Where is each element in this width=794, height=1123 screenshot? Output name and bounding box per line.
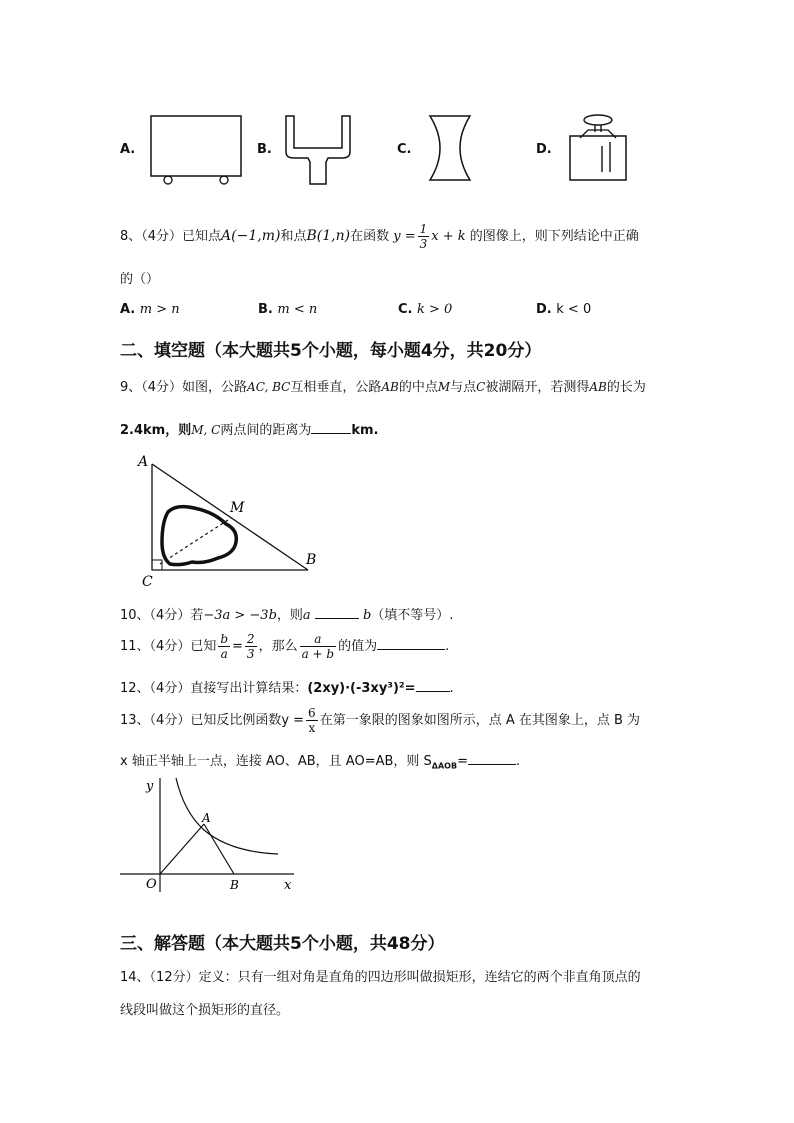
q8-text: 8、（4分）已知点A(−1,m)和点B(1,n)在函数 y = $\frac{1}{3}$ x + k 的图像上，则下列结论中正确	[120, 222, 639, 251]
q10-text: 10、（4分）若−3a > −3b，则a b（填不等号）.	[120, 608, 454, 623]
q9-figure	[128, 446, 328, 592]
q7-figure-a	[146, 112, 246, 188]
q13-label-y: y	[146, 779, 154, 794]
q9-line2: 2.4km，则M, C两点间的距离为 km.	[120, 423, 379, 438]
q8-line2: 的（）	[120, 272, 160, 287]
q13-figure	[118, 772, 308, 898]
q7-figure-c	[422, 112, 482, 184]
q14-line1: 14、（12分）定义：只有一组对角是直角的四边形叫做损矩形，连结它的两个非直角顶点的	[120, 970, 641, 985]
q9-text: 9、（4分）如图，公路AC, BC互相垂直，公路AB的中点M与点C被湖隔开，若测得AB的长为	[120, 380, 646, 395]
q7-option-c-label: C.	[397, 142, 412, 157]
section-2-heading: 二、填空题（本大题共5个小题，每小题4分，共20分）	[120, 341, 542, 361]
q13-text: 13、（4分）已知反比例函数y = $\frac{6}{x}$ 在第一象限的图象如图所示，点 A 在其图象上，点 B 为	[120, 706, 641, 735]
q7-option-d-label: D.	[536, 142, 552, 157]
q8-option-d: D. k < 0	[536, 302, 592, 317]
q8-option-a: A. m > n	[120, 302, 180, 317]
q8-option-b: B. m < n	[258, 302, 318, 317]
q8-option-c: C. k > 0	[398, 302, 453, 317]
q14-line2: 线段叫做这个损矩形的直径。	[120, 1003, 290, 1018]
q9-label-a: A	[138, 454, 149, 470]
q7-figure-d	[566, 110, 630, 184]
q7-figure-b	[280, 112, 356, 188]
q9-label-c: C	[142, 574, 153, 590]
q13-line2: x 轴正半轴上一点，连接 AO、AB，且 AO=AB，则 $S_{\Delta AOB}=$ .	[120, 754, 521, 771]
q9-label-b: B	[306, 552, 317, 568]
q12-text: 12、（4分）直接写出计算结果：(2xy)·(-3xy³)²= .	[120, 681, 454, 696]
q13-label-a: A	[202, 811, 211, 825]
q8-fraction: $\frac{1}{3}$	[419, 222, 428, 251]
q7-option-b-label: B.	[257, 142, 272, 157]
q11-text: 11、（4分）已知 $\frac{b}{a}$ = $\frac{2}{3}$ ，那么 $\frac{a}{a + b}$ 的值为 .	[120, 632, 450, 661]
q13-label-o: O	[146, 877, 157, 892]
q13-label-x: x	[284, 878, 292, 893]
q7-option-a-label: A.	[120, 142, 136, 157]
q9-label-m: M	[230, 500, 245, 516]
section-3-heading: 三、解答题（本大题共5个小题，共48分）	[120, 934, 445, 954]
q13-label-b: B	[230, 878, 239, 892]
